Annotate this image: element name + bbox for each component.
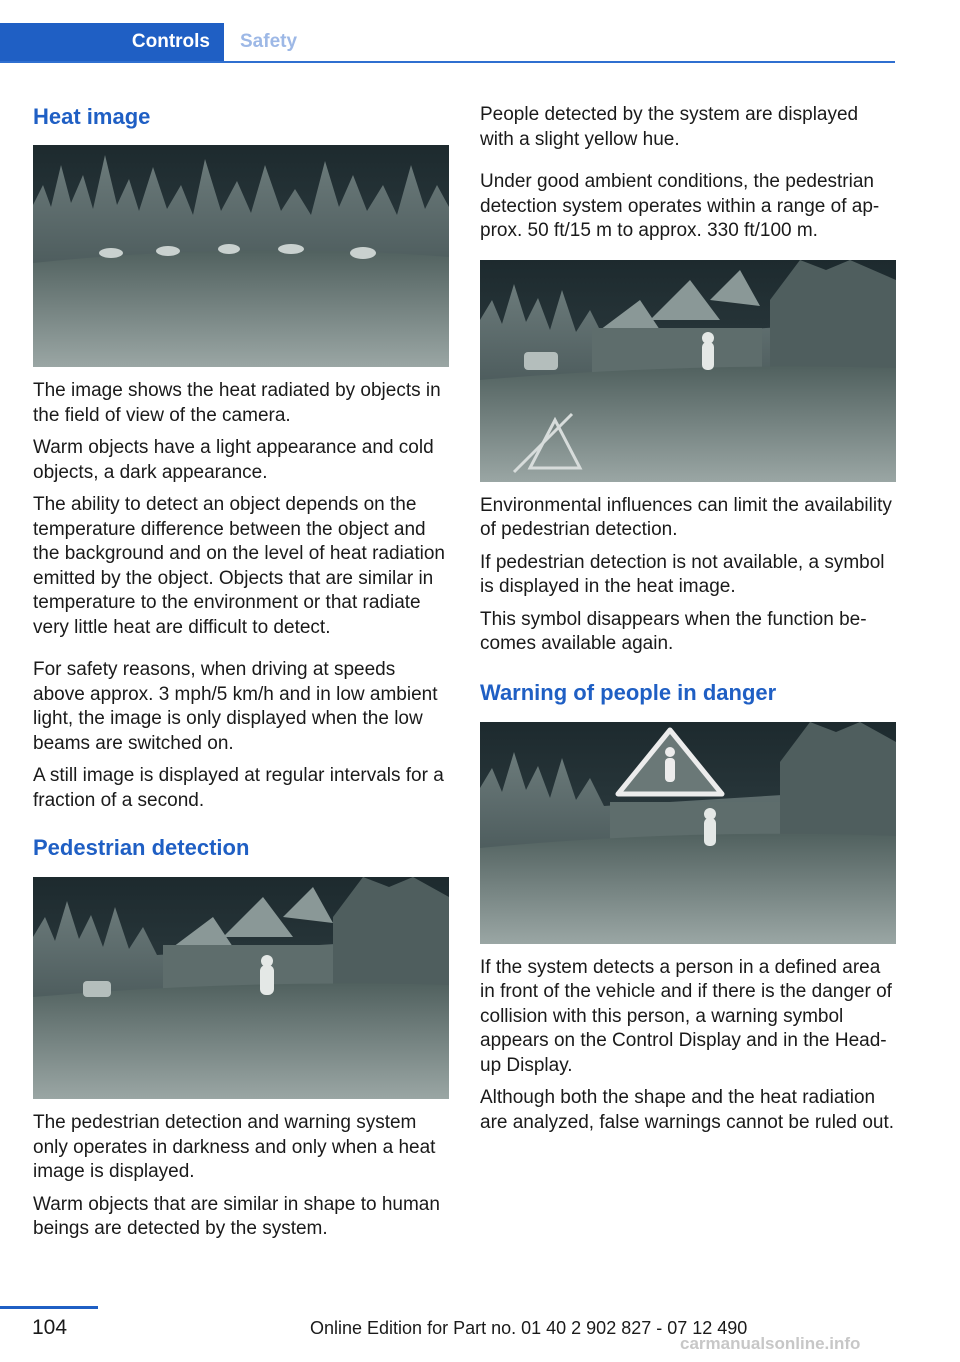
heading-pedestrian-detection: Pedestrian detection bbox=[33, 835, 250, 860]
section-tab-bar bbox=[0, 23, 895, 63]
paragraph: Under good ambient conditions, the pedestrian detection system operates within a range of approx. 50 ft/15 m to approx. 330 ft/100 m. bbox=[480, 171, 880, 241]
watermark: carmanualsonline.info bbox=[680, 1334, 861, 1353]
right-column bbox=[480, 100, 896, 1135]
paragraph: Environmental influences can limit the availability of pedestrian detection. bbox=[480, 494, 892, 540]
figure-heat-image-animals bbox=[33, 145, 449, 367]
paragraph: People detected by the system are displayed with a slight yellow hue. bbox=[480, 104, 859, 150]
heading-heat-image: Heat image bbox=[33, 104, 151, 129]
figure-warning-symbol bbox=[480, 722, 896, 944]
page-number: 104 bbox=[32, 1316, 68, 1339]
paragraph: The image shows the heat radiated by objects in the field of view of the camera. bbox=[33, 380, 441, 426]
paragraph: The ability to detect an object depends on the temperature difference between the object and the background and on the level of heat radiation emitted by the object. Objects that are similar in temperature to the environment or that radiate very little heat are difficult to detect. bbox=[33, 494, 445, 638]
paragraph: A still image is displayed at regular intervals for a fraction of a second. bbox=[33, 765, 444, 811]
paragraph: If the system detects a person in a defined area in front of the vehicle and if there is the danger of collision with this person, a warning symbol appears on the Control Display and in the Head-up Display. bbox=[480, 956, 892, 1076]
tab-safety[interactable]: Safety bbox=[240, 31, 298, 52]
heading-warning-of-people: Warning of people in danger bbox=[480, 679, 777, 705]
paragraph: The pedestrian detection and warning system only operates in darkness and only when a heat image is displayed. bbox=[33, 1112, 436, 1182]
paragraph: Warm objects that are similar in shape to human beings are detected by the system. bbox=[33, 1193, 440, 1239]
footer-rule bbox=[0, 1306, 98, 1309]
paragraph: This symbol disappears when the function becomes available again. bbox=[480, 608, 867, 654]
left-column bbox=[33, 100, 449, 1242]
edition-line: Online Edition for Part no. 01 40 2 902 827 - 07 12 490 bbox=[310, 1318, 748, 1338]
figure-pedestrian-detection bbox=[33, 877, 449, 1099]
figure-detection-unavailable bbox=[480, 260, 896, 482]
paragraph: Although both the shape and the heat radiation are analyzed, false warnings cannot be ruled out. bbox=[480, 1087, 895, 1133]
tab-controls[interactable]: Controls bbox=[0, 23, 224, 61]
paragraph: For safety reasons, when driving at speeds above approx. 3 mph/5 km/h and in low ambient light, the image is only displayed when the low beams are switched on. bbox=[33, 659, 438, 754]
paragraph: Warm objects have a light appearance and cold objects, a dark appearance. bbox=[33, 437, 434, 483]
paragraph: If pedestrian detection is not available, a symbol is displayed in the heat image. bbox=[480, 551, 885, 597]
